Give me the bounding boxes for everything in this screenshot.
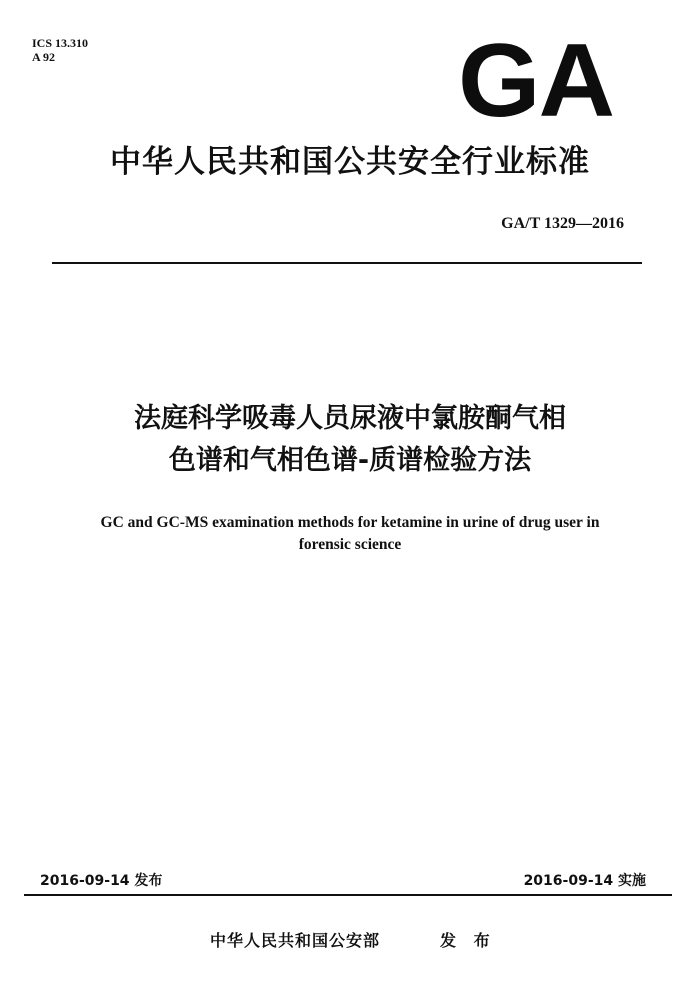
header-divider (52, 262, 642, 264)
ga-logo: GA (458, 23, 614, 139)
english-document-title (0, 512, 700, 556)
chinese-document-title (0, 398, 700, 482)
english-title-line-1: GC and GC-MS examination methods for ketamine in urine of drug user in (100, 514, 600, 531)
category-code: A 92 (32, 50, 56, 64)
english-title-line-2: forensic science (298, 536, 402, 553)
standard-type-title: 中华人民共和国公共安全行业标准 (110, 144, 590, 180)
chinese-title-line-2: 色谱和气相色谱-质谱检验方法 (168, 445, 532, 476)
chinese-title-line-1: 法庭科学吸毒人员尿液中氯胺酮气相 (134, 403, 566, 434)
ics-code: ICS 13.310 (32, 36, 89, 50)
standard-number: GA/T 1329—2016 (501, 215, 624, 232)
issuing-authority-suffix: 发 布 (440, 931, 496, 950)
issue-date: 2016-09-14 发布 (40, 873, 163, 889)
footer-divider (24, 894, 672, 896)
implementation-date: 2016-09-14 实施 (523, 873, 646, 889)
classification-codes (32, 36, 88, 64)
issuing-authority: 中华人民共和国公安部 (210, 931, 381, 950)
